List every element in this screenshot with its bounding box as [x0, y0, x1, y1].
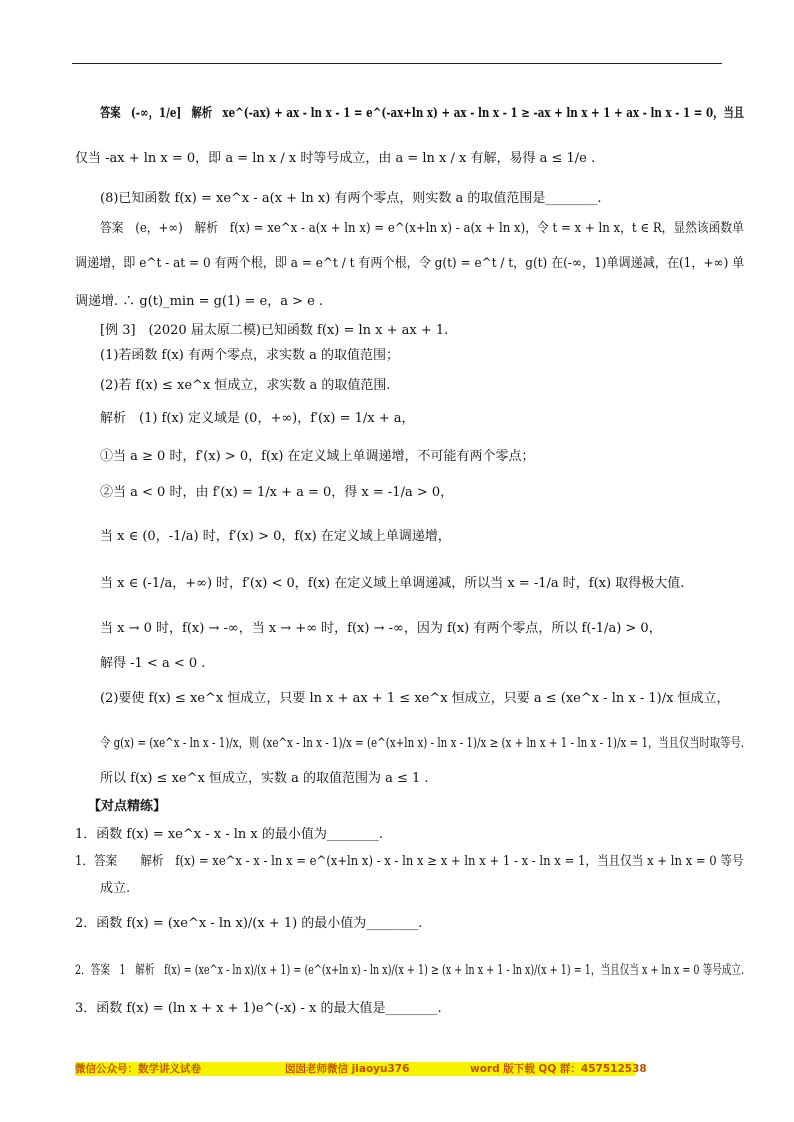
- solution-part2-b: 令 g(x) = (xe^x - ln x - 1)/x，则 (xe^x - ln x - 1)/x = (e^(x+ln x) - ln x - 1)/x ≥ (x + ln x + 1 - ln x - 1)/x = 1，当且仅当时取等号.: [100, 736, 745, 751]
- answer-line-8c: 调递增. ∴ g(t)_min = g(1) = e，a > e .: [75, 294, 324, 309]
- solution-result-1: 解得 -1 < a < 0 .: [100, 656, 206, 671]
- practice-1-answer-a: 1．答案 解析 f(x) = xe^x - x - ln x = e^(x+ln x) - x - ln x ≥ x + ln x + 1 - x - ln x = 1，当且仅当 x + ln x = 0 等号: [75, 854, 744, 869]
- practice-2-answer: 2．答案 1 解析 f(x) = (xe^x - ln x)/(x + 1) = (e^(x+ln x) - ln x)/(x + 1) ≥ (x + ln x + 1 - ln x)/(x + 1) = 1，当且仅当 x + ln x = 0 等号成立.: [75, 963, 745, 978]
- answer-line-8a: 答案 (e，+∞) 解析 f(x) = xe^x - a(x + ln x) = e^(x+ln x) - a(x + ln x)，令 t = x + ln x，t ∈ R，显然该函数单: [100, 221, 744, 236]
- practice-2-question: 2．函数 f(x) = (xe^x - ln x)/(x + 1) 的最小值为________.: [75, 916, 423, 931]
- answer-line-7a: 答案 (-∞，1/e] 解析 xe^(-ax) + ax - ln x - 1 = e^(-ax+ln x) + ax - ln x - 1 ≥ -ax + ln x + 1 + ax - ln x - 1 = 0，当且: [100, 106, 745, 121]
- practice-1-question: 1．函数 f(x) = xe^x - x - ln x 的最小值为________.: [75, 827, 384, 842]
- example-3-part2: (2)若 f(x) ≤ xe^x 恒成立，求实数 a 的取值范围.: [100, 378, 391, 393]
- footer-teacher-wechat: 囡囡老师微信 jiaoyu376: [285, 1063, 410, 1075]
- solution-part2-c: 所以 f(x) ≤ xe^x 恒成立，实数 a 的取值范围为 a ≤ 1 .: [100, 771, 429, 786]
- solution-limits: 当 x → 0 时，f(x) → -∞，当 x → +∞ 时，f(x) → -∞，因为 f(x) 有两个零点，所以 f(-1/a) > 0，: [100, 621, 662, 636]
- example-3-title: [例 3] (2020 届太原二模)已知函数 f(x) = ln x + ax + 1.: [100, 323, 449, 338]
- example-3-part1: (1)若函数 f(x) 有两个零点，求实数 a 的取值范围；: [100, 348, 399, 363]
- footer-wechat-account: 微信公众号：数学讲义试卷: [75, 1063, 201, 1075]
- header-rule: [72, 63, 722, 64]
- solution-1-start: 解析 (1) f(x) 定义域是 (0，+∞)，f′(x) = 1/x + a，: [100, 411, 415, 426]
- answer-line-8b: 调递增，即 e^t - at = 0 有两个根，即 a = e^t / t 有两个根，令 g(t) = e^t / t，g(t) 在(-∞，1)单调递减，在(1，+∞) 单: [75, 256, 745, 271]
- solution-decreasing: 当 x ∈ (-1/a，+∞) 时，f′(x) < 0，f(x) 在定义域上单调递减，所以当 x = -1/a 时，f(x) 取得极大值.: [100, 576, 685, 591]
- solution-part2-a: (2)要使 f(x) ≤ xe^x 恒成立，只要 ln x + ax + 1 ≤ xe^x 恒成立，只要 a ≤ (xe^x - ln x - 1)/x 恒成立，: [100, 691, 730, 706]
- practice-3-question: 3．函数 f(x) = (ln x + x + 1)e^(-x) - x 的最大值是________.: [75, 1001, 442, 1016]
- solution-case-1: ①当 a ≥ 0 时，f′(x) > 0，f(x) 在定义域上单调递增，不可能有两个零点；: [100, 449, 535, 464]
- solution-case-2: ②当 a < 0 时，由 f′(x) = 1/x + a = 0，得 x = -1/a > 0，: [100, 485, 454, 500]
- footer-qq-group: word 版下载 QQ 群：457512538: [470, 1063, 647, 1075]
- practice-1-answer-b: 成立.: [100, 881, 131, 896]
- answer-line-7b: 仅当 -ax + ln x = 0，即 a = ln x / x 时等号成立，由 a = ln x / x 有解，易得 a ≤ 1/e .: [75, 151, 596, 166]
- solution-increasing: 当 x ∈ (0，-1/a) 时，f′(x) > 0，f(x) 在定义域上单调递增，: [100, 529, 451, 544]
- footer-banner: [75, 1062, 647, 1076]
- practice-heading: 【对点精练】: [88, 799, 167, 814]
- question-8: (8)已知函数 f(x) = xe^x - a(x + ln x) 有两个零点，则实数 a 的取值范围是________.: [100, 191, 602, 206]
